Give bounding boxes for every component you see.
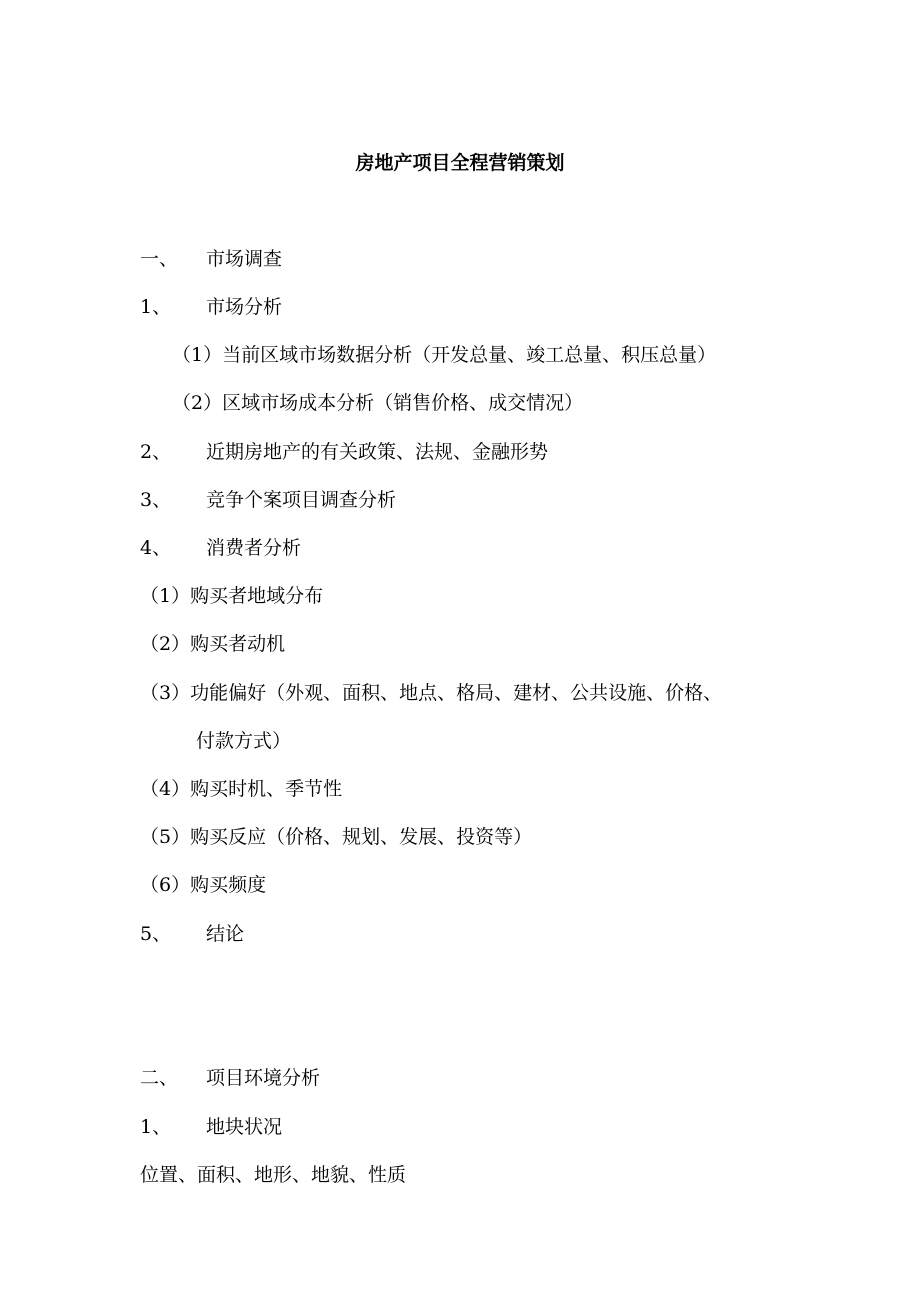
item-2-1	[140, 1114, 282, 1140]
sub-item-1-4-4	[140, 776, 342, 802]
sub-item-1-4-6	[140, 872, 266, 898]
sub-item-1-1-2-number: （2）	[172, 392, 223, 414]
sub-item-1-4-3-number: （3）	[140, 682, 191, 704]
sub-item-1-4-1	[140, 583, 323, 609]
sub-item-1-4-5	[140, 824, 532, 850]
sub-item-1-4-5-text: 购买反应（价格、规划、发展、投资等）	[190, 826, 533, 848]
sub-item-1-4-2-text: 购买者动机	[190, 633, 286, 655]
sub-item-1-1-2-text: 区域市场成本分析（销售价格、成交情况）	[222, 392, 584, 414]
sub-item-1-4-4-number: （4）	[140, 778, 191, 800]
item-2-1-detail: 位置、面积、地形、地貌、性质	[140, 1164, 407, 1186]
item-1-2-number: 2、	[140, 441, 172, 463]
section-2-title: 项目环境分析	[206, 1067, 321, 1089]
item-1-3	[140, 487, 396, 513]
sub-item-1-4-4-text: 购买时机、季节性	[190, 778, 343, 800]
item-1-2	[140, 439, 548, 465]
item-1-3-number: 3、	[140, 489, 172, 511]
document-title: 房地产项目全程营销策划	[355, 152, 565, 174]
item-1-2-text: 近期房地产的有关政策、法规、金融形势	[206, 441, 549, 463]
item-1-3-text: 竞争个案项目调查分析	[206, 489, 397, 511]
sub-item-1-4-1-text: 购买者地域分布	[190, 585, 324, 607]
item-1-4-number: 4、	[140, 537, 172, 559]
section-2-heading	[140, 1065, 320, 1091]
section-1-heading	[140, 246, 282, 272]
item-1-5	[140, 921, 244, 947]
sub-item-1-4-3	[140, 680, 722, 706]
sub-item-1-4-6-number: （6）	[140, 874, 191, 896]
item-1-5-text: 结论	[206, 923, 245, 945]
item-1-5-number: 5、	[140, 923, 172, 945]
sub-item-1-1-1-number: （1）	[172, 344, 223, 366]
sub-item-1-4-3-text: 功能偏好（外观、面积、地点、格局、建材、公共设施、价格、	[190, 682, 723, 704]
sub-item-1-1-1-text: 当前区域市场数据分析（开发总量、竣工总量、积压总量）	[222, 344, 717, 366]
item-2-1-number: 1、	[140, 1116, 172, 1138]
sub-item-1-4-2	[140, 631, 285, 657]
sub-item-1-4-5-number: （5）	[140, 826, 191, 848]
sub-item-1-1-1	[172, 342, 716, 368]
item-1-4-text: 消费者分析	[206, 537, 302, 559]
sub-item-1-1-2	[172, 390, 583, 416]
sub-item-1-4-6-text: 购买频度	[190, 874, 267, 896]
sub-item-1-4-3-continuation: 付款方式）	[196, 730, 292, 752]
item-1-1-text: 市场分析	[206, 296, 283, 318]
item-2-1-text: 地块状况	[206, 1116, 283, 1138]
section-1-number: 一、	[140, 248, 179, 270]
item-1-1	[140, 294, 282, 320]
item-1-4	[140, 535, 301, 561]
section-1-title: 市场调查	[206, 248, 283, 270]
sub-item-1-4-2-number: （2）	[140, 633, 191, 655]
section-2-number: 二、	[140, 1067, 179, 1089]
item-1-1-number: 1、	[140, 296, 172, 318]
sub-item-1-4-1-number: （1）	[140, 585, 191, 607]
